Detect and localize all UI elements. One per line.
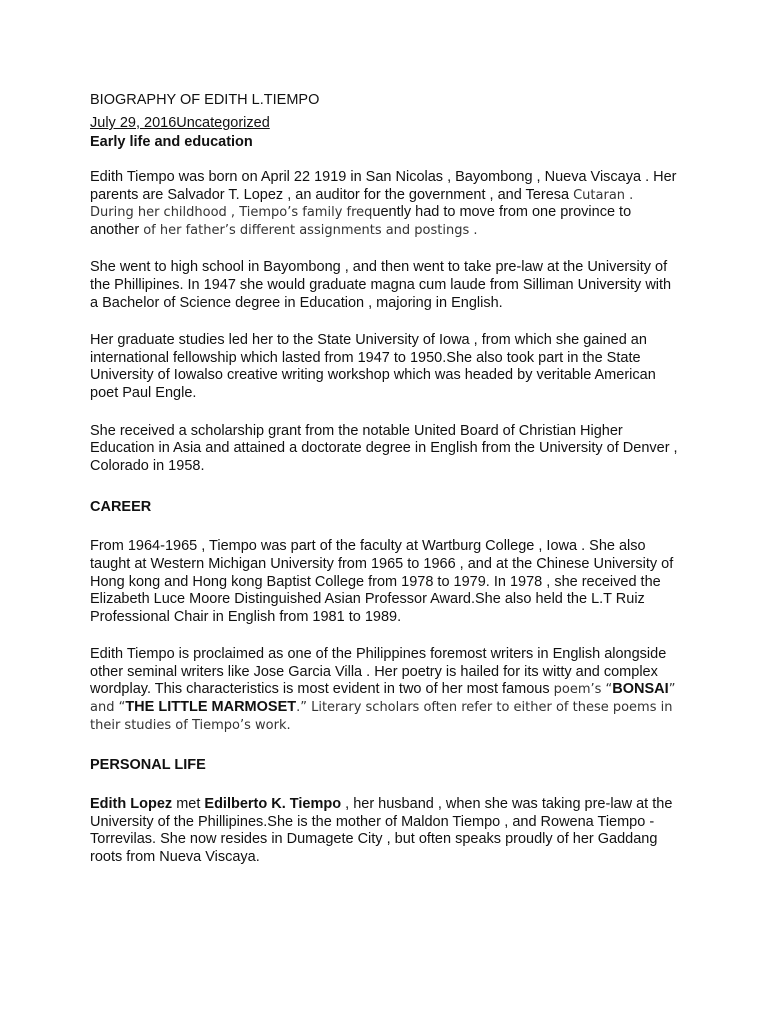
section-heading-early-life: Early life and education	[90, 134, 253, 150]
paragraph-personal-text-1: met	[172, 796, 205, 813]
section-heading-personal-life: PERSONAL LIFE	[90, 757, 206, 774]
paragraph-personal	[90, 796, 680, 866]
person-name-edith: Edith Lopez	[90, 796, 173, 813]
paragraph-poetry-text-a: Edith Tiempo is proclaimed as one of the Philippines foremost writers in English alongside other seminal writers like Jose Garcia Villa . Her poetry is hailed for its witty and complex wordplay. This characteristics is most evident in two of her most famous	[90, 646, 667, 698]
paragraph-birth-text-a: Edith Tiempo was born on April 22 1919 in San Nicolas , Bayombong , Nueva Viscaya . Her parents are Salvador T. Lopez , an auditor for the government , and Teresa	[90, 169, 677, 203]
poem-title-bonsai: BONSAI	[612, 681, 669, 698]
person-name-edilberto: Edilberto K. Tiempo	[204, 796, 342, 813]
post-category-link[interactable]: Uncategorized	[176, 115, 270, 131]
paragraph-poetry-text-c: ” and “	[90, 682, 676, 716]
paragraph-poetry	[90, 646, 680, 734]
paragraph-birth-text-d: of her father’s different assignments and postings .	[143, 222, 478, 238]
paragraph-personal-text-2: , her husband , when she was taking pre-law at the University of the Phillipines.She is the mother of Maldon Tiempo , and Rowena Tiempo -Torrevilas. She now resides in Dumagete City , but often speaks proudly of her Gaddang roots from Nueva Viscaya.	[90, 796, 673, 866]
paragraph-doctorate: She received a scholarship grant from the notable United Board of Christian Higher Education in Asia and attained a doctorate degree in English from the University of Denver , Colorado in 1958.	[90, 422, 678, 474]
document-page	[90, 92, 680, 867]
section-heading-career: CAREER	[90, 499, 152, 516]
document-title: BIOGRAPHY OF EDITH L.TIEMPO	[90, 92, 320, 108]
paragraph-poetry-text-d: .” Literary scholars often refer to either of these poems in their studies of Tiempo’s work.	[90, 700, 673, 733]
paragraph-graduate-studies: Her graduate studies led her to the State University of Iowa , from which she gained an international fellowship which lasted from 1947 to 1950.She also took part in the State University of Iowalso creative writing workshop which was headed by veritable American poet Paul Engle.	[90, 332, 656, 401]
paragraph-career: From 1964-1965 , Tiempo was part of the faculty at Wartburg College , Iowa . She also taught at Western Michigan University from 1965 to 1966 , and at the Chinese University of Hong kong and Hong kong Baptist College from 1978 to 1979. In 1978 , she received the Elizabeth Luce Moore Distinguished Asian Professor Award.She also held the L.T Ruiz Professional Chair in English from 1981 to 1989.	[90, 538, 674, 625]
post-date-link[interactable]: July 29, 2016	[90, 115, 177, 131]
paragraph-schooling: She went to high school in Bayombong , and then went to take pre-law at the University of the Phillipines. In 1947 she would graduate magna cum laude from Silliman University with a Bachelor of Science degree in Education , majoring in English.	[90, 259, 672, 311]
paragraph-birth-text-c: uently had to move from one province to another	[90, 204, 632, 238]
poem-title-marmoset: THE LITTLE MARMOSET	[125, 699, 297, 716]
paragraph-birth-text-b: Cutaran . During her childhood , Tiempo’s family freq	[90, 187, 634, 221]
paragraph-birth	[90, 169, 680, 239]
paragraph-poetry-text-b: poem’s “	[553, 682, 613, 698]
post-meta	[90, 115, 680, 132]
